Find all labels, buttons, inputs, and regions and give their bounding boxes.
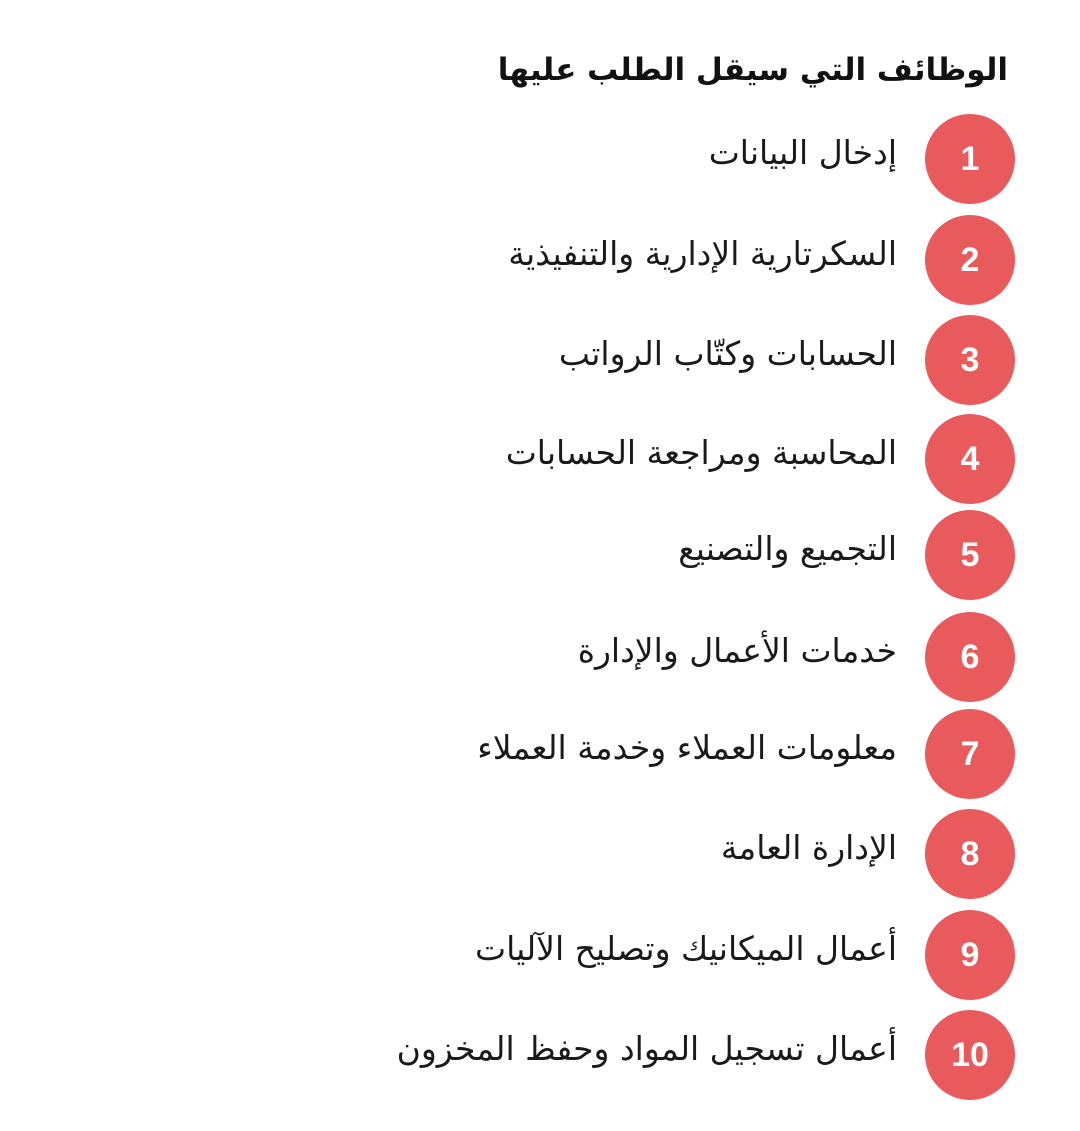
- job-label: التجميع والتصنيع: [678, 529, 897, 568]
- list-item: [397, 1010, 1015, 1100]
- number-badge: 1: [925, 114, 1015, 204]
- number-badge: 2: [925, 215, 1015, 305]
- number-badge: 6: [925, 612, 1015, 702]
- list-item: [721, 809, 1015, 899]
- number-badge: 10: [925, 1010, 1015, 1100]
- list-item: [477, 709, 1015, 799]
- number-badge: 4: [925, 414, 1015, 504]
- job-label: المحاسبة ومراجعة الحسابات: [505, 433, 897, 472]
- job-label: الحسابات وكتّاب الرواتب: [558, 334, 897, 373]
- number-badge: 9: [925, 910, 1015, 1000]
- job-label: أعمال الميكانيك وتصليح الآليات: [475, 929, 897, 968]
- list-item: [475, 910, 1015, 1000]
- number-badge: 8: [925, 809, 1015, 899]
- job-label: الإدارة العامة: [720, 828, 897, 867]
- list-item: [678, 510, 1015, 600]
- list-item: [578, 612, 1015, 702]
- list-item: [508, 215, 1015, 305]
- job-label: خدمات الأعمال والإدارة: [577, 631, 897, 670]
- list-item: [506, 414, 1015, 504]
- number-badge: 5: [925, 510, 1015, 600]
- job-label: السكرتارية الإدارية والتنفيذية: [508, 234, 897, 273]
- job-label: معلومات العملاء وخدمة العملاء: [477, 728, 897, 767]
- list-item: [709, 114, 1015, 204]
- page-title: الوظائف التي سيقل الطلب عليها: [497, 52, 1008, 88]
- number-badge: 7: [925, 709, 1015, 799]
- job-label: أعمال تسجيل المواد وحفظ المخزون: [396, 1029, 897, 1068]
- number-badge: 3: [925, 315, 1015, 405]
- list-item: [559, 315, 1015, 405]
- job-label: إدخال البيانات: [708, 133, 897, 172]
